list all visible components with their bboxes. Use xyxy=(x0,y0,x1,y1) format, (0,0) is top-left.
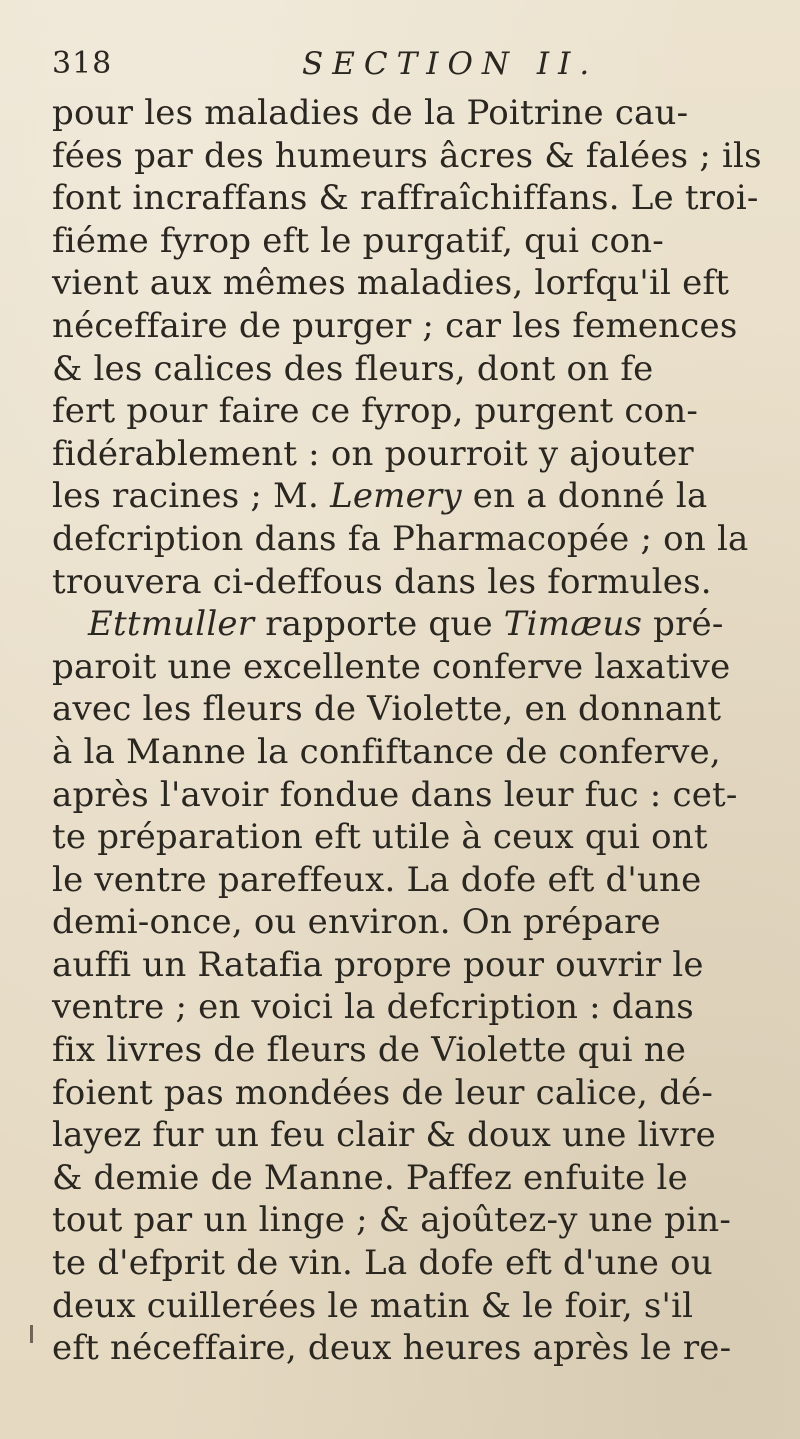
text-line xyxy=(52,1072,764,1115)
text-line xyxy=(52,135,764,178)
text-run: pour les maladies de la Poitrine cau- xyxy=(52,93,689,133)
text-line xyxy=(52,390,764,433)
text-run: avec les fleurs de Violette, en donnant xyxy=(52,689,722,730)
ink-mark xyxy=(30,1325,33,1343)
text-line xyxy=(52,561,764,604)
text-line xyxy=(52,348,764,391)
text-line xyxy=(52,433,764,476)
text-run: à la Manne la confiftance de conferve, xyxy=(52,731,721,772)
text-line xyxy=(52,177,764,220)
text-line xyxy=(52,901,764,944)
text-run: layez fur un feu clair & doux une livre xyxy=(52,1115,716,1156)
section-title: SECTION II. xyxy=(302,46,599,82)
text-run: te d'efprit de vin. La dofe eft d'une ou xyxy=(52,1243,713,1284)
text-run: le ventre pareffeux. La dofe eft d'une xyxy=(52,859,702,900)
text-run: deux cuillerées le matin & le foir, s'il xyxy=(52,1285,694,1326)
text-line xyxy=(52,262,764,305)
text-run: eft néceffaire, deux heures après le re- xyxy=(52,1328,732,1369)
italic-name: Lemery xyxy=(330,476,462,517)
text-line xyxy=(52,986,764,1029)
text-run: foient pas mondées de leur calice, dé- xyxy=(52,1072,714,1113)
running-head xyxy=(52,42,752,86)
text-line xyxy=(52,1114,764,1157)
text-line xyxy=(52,1242,764,1285)
text-line xyxy=(52,475,764,518)
text-run: fées par des humeurs âcres & falées ; ils xyxy=(52,135,762,176)
text-run: pré- xyxy=(642,604,724,645)
text-line xyxy=(52,603,764,646)
text-run: vient aux mêmes maladies, lorfqu'il eft xyxy=(52,263,730,304)
text-run: tout par un linge ; & ajoûtez-y une pin- xyxy=(52,1200,732,1241)
page-number: 318 xyxy=(52,46,113,81)
text-run: fidérablement : on pourroit y ajouter xyxy=(52,433,694,474)
text-line xyxy=(52,816,764,859)
text-run: te préparation eft utile à ceux qui ont xyxy=(52,817,708,858)
text-line xyxy=(52,1157,764,1200)
text-line xyxy=(52,1285,764,1328)
text-run: les racines ; M. xyxy=(52,476,331,517)
text-run: demi-once, ou environ. On prépare xyxy=(52,902,661,943)
text-line xyxy=(52,220,764,263)
text-line xyxy=(52,688,764,731)
text-run: defcription dans fa Pharmacopée ; on la xyxy=(52,518,749,559)
body-text xyxy=(52,92,764,1370)
text-run: néceffaire de purger ; car les femences xyxy=(52,305,738,346)
text-line xyxy=(52,305,764,348)
text-line xyxy=(52,774,764,817)
text-line xyxy=(52,646,764,689)
text-run: fix livres de fleurs de Violette qui ne xyxy=(52,1030,687,1071)
text-line xyxy=(52,944,764,987)
text-run: fert pour faire ce fyrop, purgent con- xyxy=(52,391,699,432)
italic-name: Ettmuller xyxy=(88,604,255,645)
text-run: auffi un Ratafia propre pour ouvrir le xyxy=(52,944,704,985)
text-line xyxy=(52,859,764,902)
text-line xyxy=(52,731,764,774)
text-run: font incraffans & raffraîchiffans. Le troi- xyxy=(52,178,759,219)
text-line xyxy=(52,1029,764,1072)
text-line xyxy=(52,518,764,561)
text-run: rapporte que xyxy=(254,604,504,645)
text-run: trouvera ci-deffous dans les formules. xyxy=(52,561,712,602)
text-run: fiéme fyrop eft le purgatif, qui con- xyxy=(52,220,664,261)
text-line xyxy=(52,1199,764,1242)
italic-name: Timæus xyxy=(503,604,643,645)
text-line xyxy=(52,1327,764,1370)
text-run: & demie de Manne. Paffez enfuite le xyxy=(52,1157,688,1198)
text-run: paroit une excellente conferve laxative xyxy=(52,646,731,687)
text-line xyxy=(52,92,764,135)
text-run: après l'avoir fondue dans leur fuc : cet- xyxy=(52,774,738,815)
text-run: ventre ; en voici la defcription : dans xyxy=(52,987,694,1028)
text-run: & les calices des fleurs, dont on fe xyxy=(52,348,654,389)
text-run: en a donné la xyxy=(461,476,708,517)
